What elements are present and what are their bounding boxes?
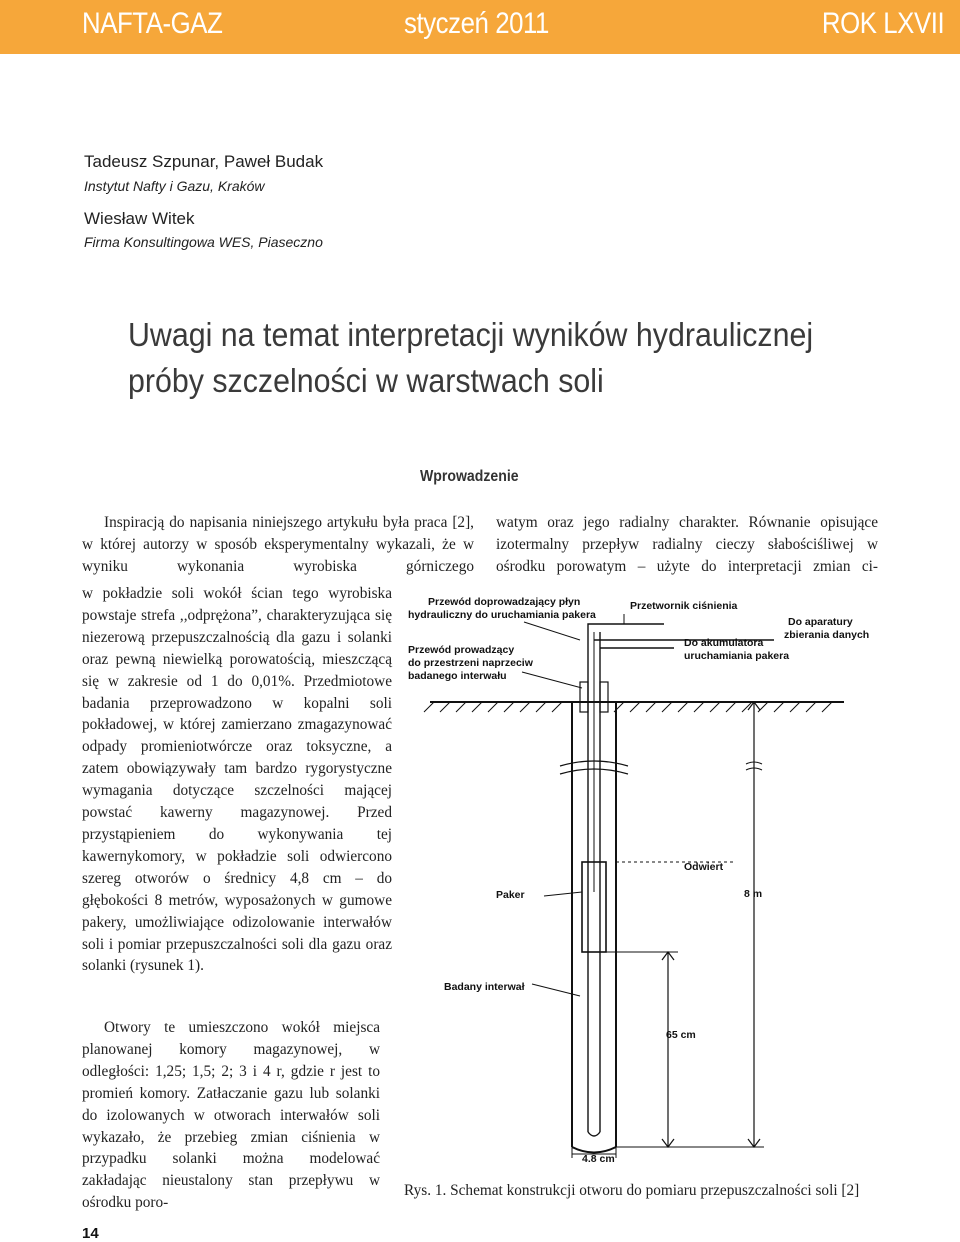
- label-interval-length: 65 cm: [666, 1029, 696, 1041]
- author-affiliation-2: Firma Konsultingowa WES, Piaseczno: [84, 234, 323, 250]
- line-to-transducer: [588, 624, 664, 632]
- label-collector-1: Do aparatury: [788, 616, 853, 628]
- body-paragraph-2: w pokładzie soli wokół ścian tego wyrobiska powstaje strefa ,,odprężona”, charakteryzująca się niezerową przepuszczalnością dla gazu i solanki oraz pewną niewielką porowatością, mieszczącą się w zakresie od 1 do 0,01%. Przedmiotowe badania przeprowadzono w kopalni soli pokładowej, w której zamierzano zmagazynować odpady promieniotwórcze oraz toksyczne, a zatem obowiązywały tam bardzo rygorystyczne wymagania dotyczące szczelności mającej powstać kawerny magazynowej. Przed przystąpieniem do wykonywania tej kawernykomory, w pokładzie soli odwiercono szereg otworów o średnicy 4,8 cm – do głębokości 8 metrów, wyposażonych w gumowe pakery, umożliwiające odizolowanie interwałów soli i pomiar przepuszczalności soli dla gazu oraz solanki (rysunek 1).: [82, 585, 392, 975]
- label-test-interval: Badany interwał: [444, 981, 525, 993]
- label-accumulator-2: uruchamiania pakera: [684, 650, 790, 662]
- label-borehole: Odwiert: [684, 861, 724, 873]
- borehole-schematic-figure: [404, 592, 880, 1172]
- inner-tube-end: [588, 1132, 600, 1136]
- pointer-packer: [544, 892, 582, 896]
- label-feed-line-2: hydrauliczny do uruchamiania pakera: [408, 609, 596, 621]
- body-paragraph-3: Otwory te umieszczono wokół miejsca planowanej komory magazynowej, w odległości: 1,25; 1,5; 2; 3 i 4 r, gdzie r jest to promień komory. Zatłaczanie gazu lub solanki do izolowanych w otworach interwałów soli wykazało, że przebieg zmian ciśnienia w przypadku solanki można modelować zakładając nieustalony stan przepływu w ośrodku poro-: [82, 1019, 380, 1212]
- page-number: 14: [82, 1225, 99, 1242]
- label-transducer: Przetwornik ciśnienia: [630, 600, 738, 612]
- body-paragraph-1: Inspiracją do napisania niniejszego artykułu była praca [2], w której autorzy w sposób eksperymentalny wykazali, że w wyniku wykonania wyrobiska górniczego: [82, 514, 474, 575]
- author-names-1: Tadeusz Szpunar, Paweł Budak: [84, 152, 324, 171]
- article-title: [128, 312, 813, 404]
- issue-date: styczeń 2011: [404, 7, 549, 40]
- pointer-lead-line: [522, 672, 582, 688]
- article-title-line-2: próby szczelności w warstwach soli: [128, 362, 604, 399]
- pointer-feed-line: [524, 622, 580, 640]
- journal-name: NAFTA-GAZ: [82, 7, 223, 40]
- journal-header-bar: [0, 0, 960, 54]
- borehole-bottom: [572, 1147, 616, 1153]
- label-collector-2: zbierania danych: [784, 629, 870, 641]
- label-lead-line-2: do przestrzeni naprzeciw: [408, 657, 533, 669]
- label-packer: Paker: [496, 889, 525, 901]
- label-accumulator-1: Do akumulatora: [684, 637, 764, 649]
- author-affiliation-1: Instytut Nafty i Gazu, Kraków: [84, 178, 265, 194]
- body-paragraph-right: watym oraz jego radialny charakter. Równanie opisujące izotermalny przepływ radialny cieczy słabościśliwej w ośrodku porowatym – użyte do interpretacji zmian ci-: [496, 514, 878, 575]
- author-names-2: Wiesław Witek: [84, 209, 195, 228]
- label-depth: 8 m: [744, 888, 763, 900]
- figure-caption: Rys. 1. Schemat konstrukcji otworu do pomiaru przepuszczalności soli [2]: [404, 1182, 860, 1199]
- label-lead-line-1: Przewód prowadzący: [408, 644, 515, 656]
- section-heading: Wprowadzenie: [420, 468, 519, 485]
- label-diameter: 4.8 cm: [582, 1153, 615, 1165]
- label-feed-line-1: Przewód doprowadzający płyn: [428, 596, 581, 608]
- tube-fitting-right: [600, 682, 608, 712]
- article-title-line-1: Uwagi na temat interpretacji wyników hydraulicznej: [128, 316, 814, 353]
- ground-hatching: [424, 702, 832, 712]
- label-lead-line-3: badanego interwału: [408, 670, 507, 682]
- tube-fitting-left: [580, 682, 588, 712]
- volume-label: ROK LXVII: [821, 7, 944, 40]
